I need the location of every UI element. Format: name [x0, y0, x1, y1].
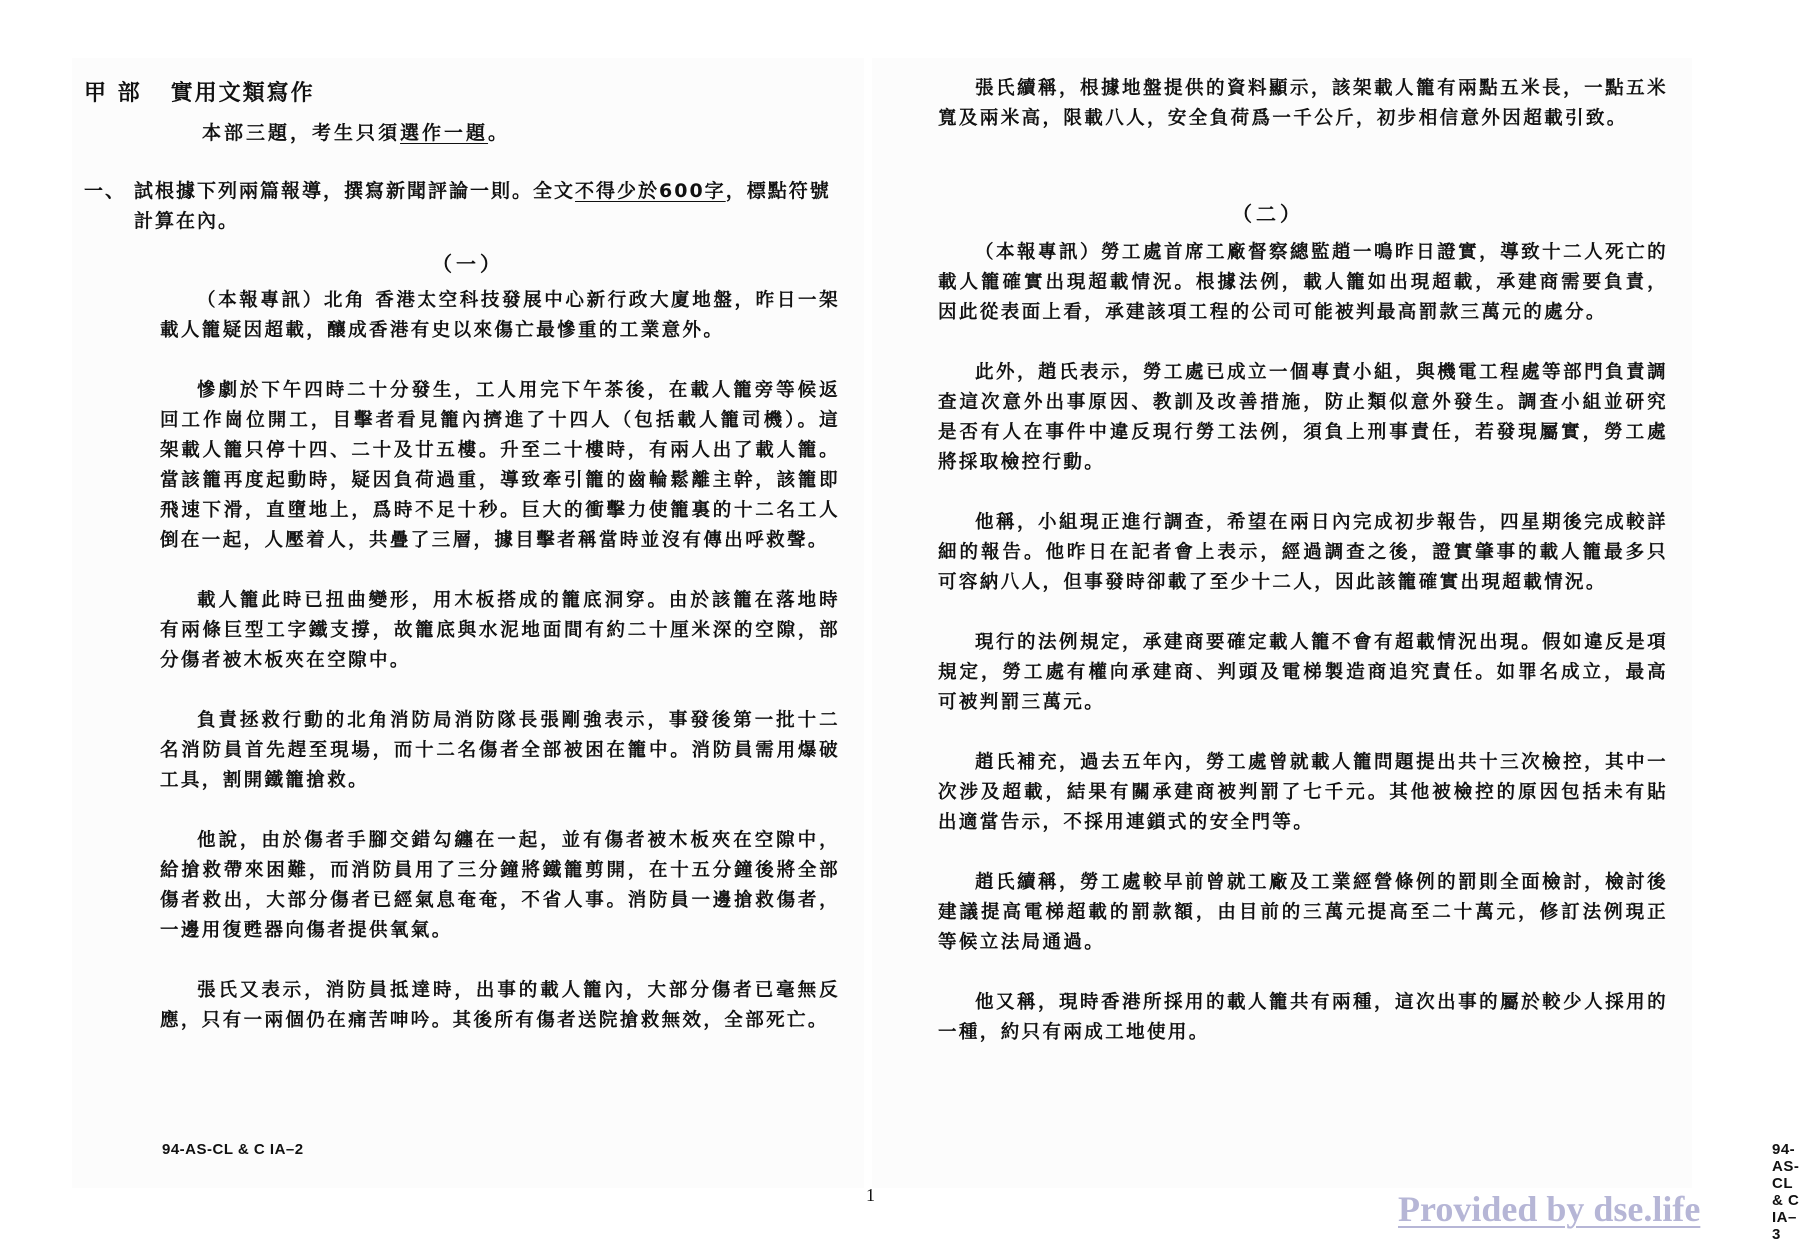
article-1	[160, 286, 840, 1066]
section-label-2: （二）	[1232, 202, 1304, 226]
section-heading: 甲 部 實用文類寫作	[84, 81, 315, 106]
article-2-paragraph: （本報專訊）勞工處首席工廠督察總監趙一鳴昨日證實，導致十二人死亡的載人籠確實出現超載情況。根據法例，載人籠如出現超載，承建商需要負責，因此從表面上看，承建該項工程的公司可能被判最高罰款三萬元的處分。	[938, 242, 1668, 323]
article-2-paragraph: 現行的法例規定，承建商要確定載人籠不會有超載情況出現。假如違反是項規定，勞工處有權向承建商、判頭及電梯製造商追究責任。如罪名成立，最高可被判罰三萬元。	[938, 632, 1668, 713]
instruction-text: 本部三題，考生只須	[202, 122, 401, 144]
question-1	[84, 176, 844, 236]
page-code-right: 94-AS-CL & C IA–3	[1772, 1141, 1799, 1243]
article-2-paragraph: 此外，趙氏表示，勞工處已成立一個專責小組，與機電工程處等部門負責調查這次意外出事原因、教訓及改善措施，防止類似意外發生。調查小組並研究是否有人在事件中違反現行勞工法例，須負上刑事責任，若發現屬實，勞工處將採取檢控行動。	[938, 362, 1668, 473]
article-1-paragraph: 載人籠此時已扭曲變形，用木板搭成的籠底洞穿。由於該籠在落地時有兩條巨型工字鐵支撐，故籠底與水泥地面間有約二十厘米深的空隙，部分傷者被木板夾在空隙中。	[160, 590, 840, 671]
article-1-paragraph: 負責拯救行動的北角消防局消防隊長張剛強表示，事發後第一批十二名消防員首先趕至現場，而十二名傷者全部被困在籠中。消防員需用爆破工具，割開鐵籠搶救。	[160, 710, 840, 791]
instruction-line	[202, 118, 510, 145]
word-limit: 不得少於600字	[575, 180, 726, 202]
instruction-end: 。	[488, 122, 511, 144]
article-2	[938, 238, 1668, 1078]
article-1-paragraph: （本報專訊）北角 香港太空科技發展中心新行政大廈地盤，昨日一架載人籠疑因超載，釀成香港有史以來傷亡最慘重的工業意外。	[160, 290, 840, 341]
instruction-underlined: 選作一題	[400, 122, 489, 144]
article-2-paragraph: 趙氏補充，過去五年內，勞工處曾就載人籠問題提出共十三次檢控，其中一次涉及超載，結果有關承建商被判罰了七千元。其他被檢控的原因包括未有貼出適當告示，不採用連鎖式的安全門等。	[938, 752, 1668, 833]
article-2-paragraph: 他又稱，現時香港所採用的載人籠共有兩種，這次出事的屬於較少人採用的一種，約只有兩成工地使用。	[938, 992, 1668, 1043]
article-1-paragraph: 慘劇於下午四時二十分發生，工人用完下午茶後，在載人籠旁等候返回工作崗位開工，目擊者看見籠內擠進了十四人（包括載人籠司機）。這架載人籠只停十四、二十及廿五樓。升至二十樓時，有兩人出了載人籠。當該籠再度起動時，疑因負荷過重，導致牽引籠的齒輪鬆離主幹，該籠即飛速下滑，直墮地上，爲時不足十秒。巨大的衝擊力使籠裏的十二名工人倒在一起，人壓着人，共疊了三層，據目擊者稱當時並沒有傳出呼救聲。	[160, 380, 840, 551]
watermark-link[interactable]: Provided by dse.life	[1398, 1189, 1701, 1229]
question-number: 一、	[84, 180, 127, 202]
article-2-paragraph: 他稱，小組現正進行調查，希望在兩日內完成初步報告，四星期後完成較詳細的報告。他昨日在記者會上表示，經過調查之後，證實肇事的載人籠最多只可容納八人，但事發時卻載了至少十二人，因此該籠確實出現超載情況。	[938, 512, 1668, 593]
question-text: 試根據下列兩篇報導，撰寫新聞評論一則。全文不得少於600字，標點符號計算在內。	[134, 180, 831, 232]
article-2-paragraph: 趙氏續稱，勞工處較早前曾就工廠及工業經營條例的罰則全面檢討，檢討後建議提高電梯超載的罰款額，由目前的三萬元提高至二十萬元，修訂法例現正等候立法局通過。	[938, 872, 1668, 953]
article-1-paragraph: 張氏續稱，根據地盤提供的資料顯示，該架載人籠有兩點五米長，一點五米寬及兩米高，限載八人，安全負荷爲一千公斤，初步相信意外因超載引致。	[938, 78, 1668, 129]
section-label-1: （一）	[432, 252, 504, 276]
left-exam-page	[72, 58, 864, 1188]
article-1-continued	[938, 74, 1668, 164]
page-code-left: 94-AS-CL & C IA–2	[162, 1141, 304, 1158]
article-1-paragraph: 張氏又表示，消防員抵達時，出事的載人籠內，大部分傷者已毫無反應，只有一兩個仍在痛苦呻吟。其後所有傷者送院搶救無效，全部死亡。	[160, 980, 840, 1031]
page-number: 1	[866, 1185, 875, 1205]
article-1-paragraph: 他說，由於傷者手腳交錯勾纏在一起，並有傷者被木板夾在空隙中，給搶救帶來困難，而消防員用了三分鐘將鐵籠剪開，在十五分鐘後將全部傷者救出，大部分傷者已經氣息奄奄，不省人事。消防員一邊搶救傷者，一邊用復甦器向傷者提供氧氣。	[160, 830, 840, 941]
